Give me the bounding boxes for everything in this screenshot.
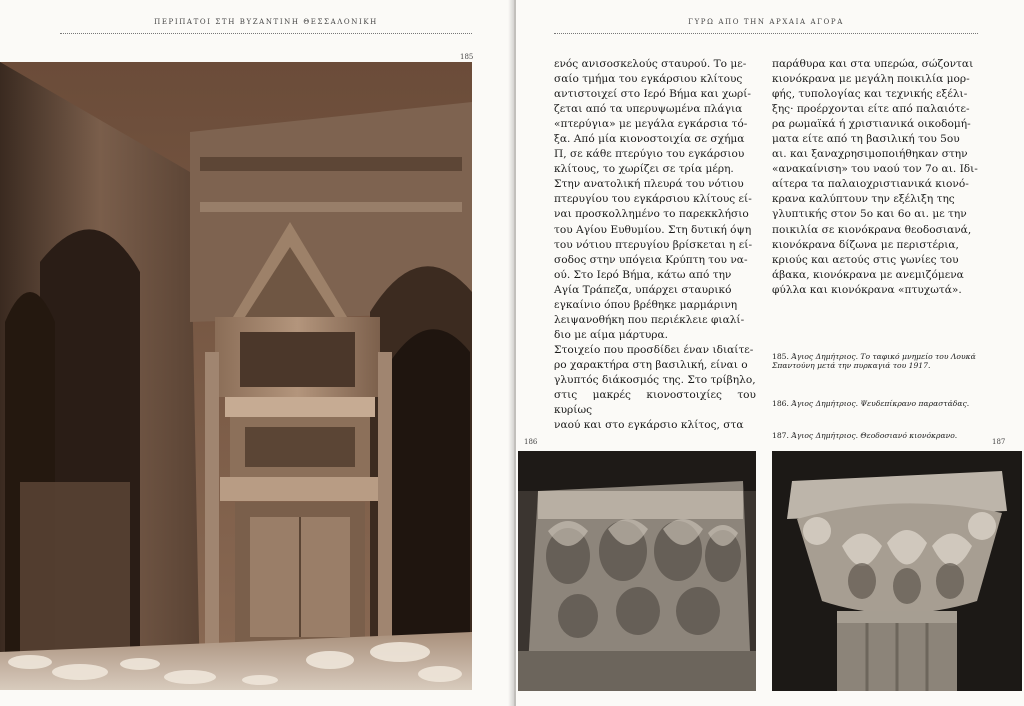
left-header-rule [60,33,472,34]
text-line: κρανα καλύπτουν την εξέλιξη της [772,193,955,206]
text-line: ενός ανισοσκελούς σταυρού. Το με- [554,58,747,70]
text-line: ού. Στο Ιερό Βήμα, κάτω από την [554,268,732,281]
text-line: του Αγίου Ευθυμίου. Στη δυτική όψη [554,223,752,236]
left-running-head: ΠΕΡΙΠΑΤΟΙ ΣΤΗ ΒΥΖΑΝΤΙΝΗ ΘΕΣΣΑΛΟΝΙΚΗ [154,18,378,26]
text-line: σοδος στην υπόγεια Κρύπτη του να- [554,253,748,266]
theodosian-capital-image [772,451,1022,691]
caption-186 [772,399,980,408]
text-line: κιονόκρανα δίζωνα με περιστέρια, [772,238,959,251]
text-line: ποικιλία σε κιονόκρανα θεοδοσιανά, [772,223,972,236]
text-line: ξης· προέρχονται είτε από παλαιότε- [772,103,970,116]
text-line: αι. και ξαναχρησιμοποιήθηκαν στην [772,148,968,161]
text-line: κιονόκρανα με μεγάλη ποικιλία μορ- [772,73,970,86]
text-column-2 [772,57,980,298]
text-line: εγκαίνιο όπου βρέθηκε μαρμάρινη [554,298,738,311]
column1-lines [554,57,756,433]
left-page-number: 185 [460,53,474,61]
text-line: παράθυρα και στα υπερώα, σώζονται [772,58,974,70]
text-line: γλυπτικής στον 5ο και 6ο αι. με την [772,208,967,221]
photo-theodosian-capital [772,451,1022,691]
text-line: ματα είτε από τη βασιλική του 5ου [772,133,960,146]
column2-lines [772,57,980,298]
text-line: κριούς και αετούς στις γωνίες του [772,253,959,266]
text-line: ρα ρωμαϊκά ή χριστιανικά οικοδομή- [772,118,971,131]
text-line: ναού και στο εγκάρσιο κλίτος, στα [554,419,744,432]
page-number-186: 186 [524,438,538,446]
pilaster-capital-image [518,451,756,691]
text-line: αίτερα τα παλαιοχριστιανικά κιονό- [772,178,969,191]
text-line: Αγία Τράπεζα, υπάρχει σταυρικό [554,283,732,296]
text-line: γλυπτός διάκοσμός της. Στο τρίβηλο, [554,373,756,386]
text-line: στις μακρές κιονοστοιχίες του κυρίως [554,389,756,417]
text-line: άβακα, κιονόκρανα με ανεμιζόμενα [772,268,964,281]
right-running-head: ΓΥΡΩ ΑΠΟ ΤΗΝ ΑΡΧΑΙΑ ΑΓΟΡΑ [688,18,844,26]
caption-text: Άγιος Δημήτριος. Ψευδεπίκρανο παραστάδας. [791,399,970,408]
text-line: φύλλα και κιονόκρανα «πτυχωτά». [772,283,962,296]
text-line: Π, σε κάθε πτερύγιο του εγκάρσιου [554,148,745,161]
photo-tomb-monument [0,62,472,690]
text-line: «πτερύγια» με μεγάλα εγκάρσια τό- [554,118,748,131]
caption-number: 186. [772,399,789,408]
text-line: Στοιχείο που προσδίδει έναν ιδιαίτε- [554,343,754,356]
text-line: ξα. Από μία κιονοστοιχία σε σχήμα [554,133,745,146]
caption-187 [772,431,980,440]
text-line: ναι προσκολλημένο το παρεκκλήσιο [554,208,749,221]
caption-text: Άγιος Δημήτριος. Το ταφικό μνημείο του Λουκά Σπαντούνη μετά την πυρκαγιά του 1917. [772,352,976,370]
text-line: φής, τυπολογίας και τεχνικής εξέλι- [772,88,968,101]
text-line: κλίτους, το χωρίζει σε τρία μέρη. [554,163,734,176]
caption-number: 185. [772,352,789,361]
caption-number: 187. [772,431,789,440]
tomb-monument-image [0,62,472,690]
text-column-1 [554,57,756,433]
text-line: ζεται από τα υπερυψωμένα πλάγια [554,103,743,116]
text-line: διο με αίμα μάρτυρα. [554,328,669,341]
text-line: ρο χαρακτήρα στη βασιλική, είναι ο [554,358,748,371]
text-line: πτερυγίου του εγκάρσιου κλίτους εί- [554,193,752,206]
text-line: λειψανοθήκη που περιέκλειε φιαλί- [554,313,745,326]
caption-text: Άγιος Δημήτριος. Θεοδοσιανό κιονόκρανο. [791,431,958,440]
text-line: «ανακαίνιση» του ναού τον 7ο αι. Ιδι- [772,163,978,176]
right-page [516,0,1024,706]
text-line: αντιστοιχεί στο Ιερό Βήμα και χωρί- [554,88,751,101]
text-line: του νότιου πτερυγίου βρίσκεται η εί- [554,238,753,251]
photo-pilaster-capital [518,451,756,691]
text-line: σαίο τμήμα του εγκάρσιου κλίτους [554,73,743,86]
text-line: Στην ανατολική πλευρά του νότιου [554,178,744,191]
page-number-187: 187 [992,438,1006,446]
right-header-rule [554,33,978,34]
caption-185 [772,352,980,370]
